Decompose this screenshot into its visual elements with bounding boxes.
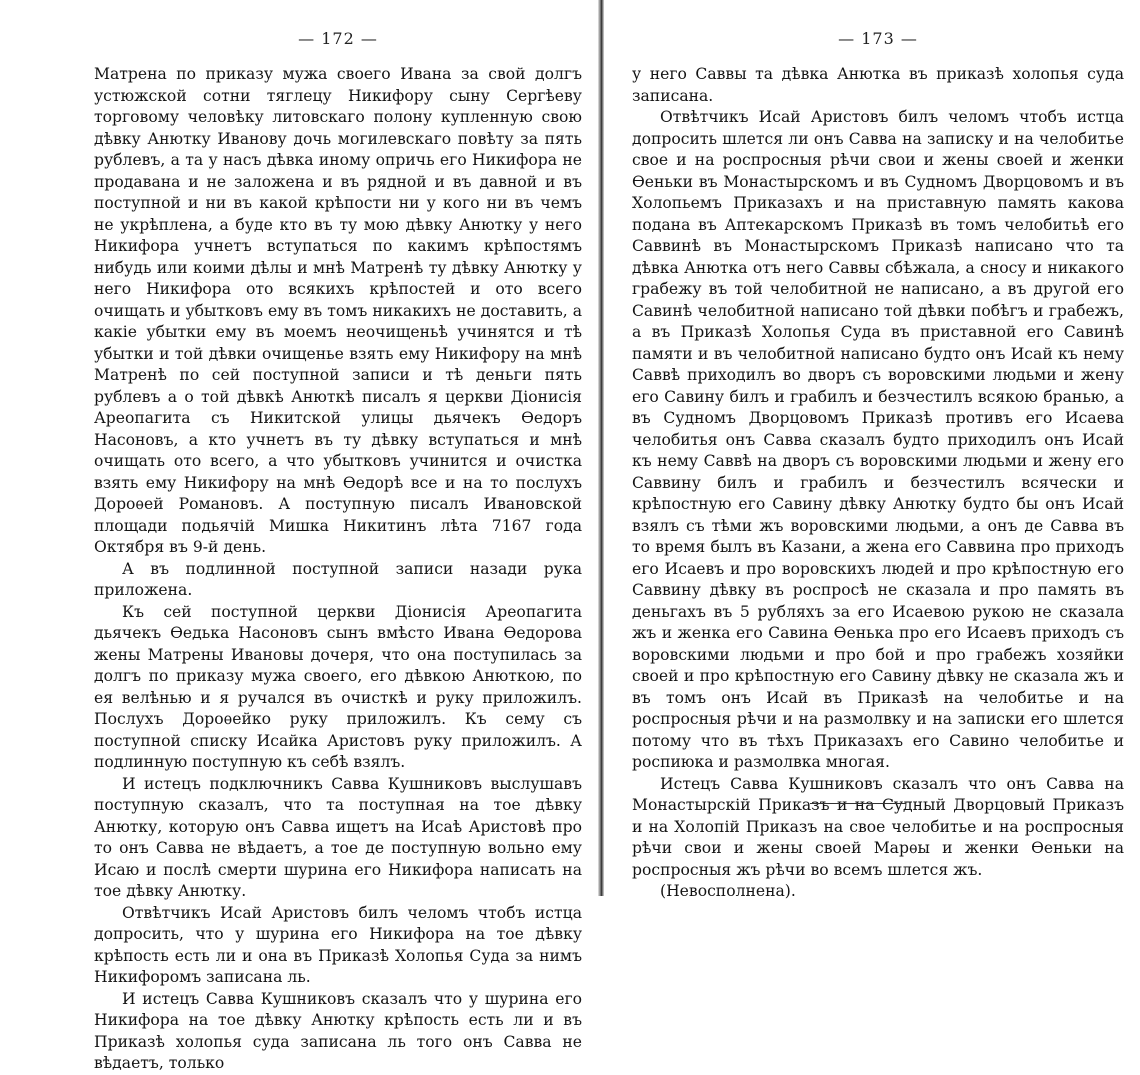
paragraph: (Невосполнена). (660, 882, 796, 900)
page-number: — 173 — (838, 29, 918, 48)
page-number: — 172 — (298, 29, 378, 48)
paragraph: Къ сей поступной церкви Діонисія Ареопагита дьячекъ Ѳедька Насоновъ сынъ вмѣсто Ивана Ѳедорова жены Матрены Ивановы дочеря, что она поступилась за долгъ по приказу мужа своего, его дѣвкою Анюткою, по ея велѣнью и я ручался въ очисткѣ и руку приложилъ. Послухъ Дороѳейко руку приложилъ. Къ сему съ поступной списку Исайка Аристовъ руку приложилъ. А подлинную поступную къ себѣ взялъ. (94, 602, 582, 771)
paragraph: Матрена по приказу мужа своего Ивана за свой долгъ устюжской сотни тяглецу Никифору сыну Сергѣеву торговому человѣку литовскаго полону купленную свою дѣвку Анютку Иванову дочь могилевскаго повѣту за пять рублевъ, а та у насъ дѣвка иному опричь его Никифора не продавана и не заложена и въ рядной и въ давной и въ поступной и ни въ какой крѣпости ни у кого ни въ чемъ не укрѣплена, а буде кто въ ту мою дѣвку Анютку у него Никифора учнетъ вступаться по какимъ крѣпостямъ нибудь или коими дѣлы и мнѣ Матренѣ ту дѣвку Анютку у него Никифора ото всякихъ крѣпостей и ото всего очищать и убытковъ ему въ томъ никакихъ не доставить, а какіе убытки ему въ моемъ неочищеньѣ учинятся и тѣ убытки и той дѣвки очищенье взять ему Никифору на мнѣ Матренѣ по сей поступной записи и тѣ деньги пять рублевъ а о той дѣвкѣ Анюткѣ писалъ я церкви Діонисія Ареопагита съ Никитской улицы дьячекъ Ѳедоръ Насоновъ, а кто учнетъ въ ту дѣвку вступаться и мнѣ очищать ото всего, а что убытковъ учинится и очистка взять ему Никифору на мнѣ Ѳедорѣ все и на то послухъ Дороѳей Романовъ. А поступную писалъ Ивановской площади подьячій Мишка Никитинъ лѣта 7167 года Октября въ 9-й день. (94, 65, 582, 556)
paragraph: у него Саввы та дѣвка Анютка въ приказѣ холопья суда записана. (632, 65, 1124, 105)
page-text (94, 64, 582, 1075)
paragraph: И истецъ Савва Кушниковъ сказалъ что у шурина его Никифора на тое дѣвку Анютку крѣпость есть ли и въ Приказѣ холопья суда записана ль того онъ Савва не вѣдаетъ, только (94, 989, 582, 1072)
page-text (632, 64, 1124, 903)
paragraph: Истецъ Савва Кушниковъ сказалъ что онъ Савва на Монастырскій Приказъ и на Судный Дворцовый Приказъ и на Холопій Приказъ на свое челобитье и на роспросныя рѣчи свои и жены своей Марѳы и женки Ѳеньки на роспросныя жъ рѣчи во всемъ шлется жъ. (632, 774, 1124, 879)
right-page (610, 0, 1140, 900)
paragraph: А въ подлинной поступной записи назади рука приложена. (94, 559, 582, 599)
book-gutter (598, 0, 604, 896)
paragraph: Отвѣтчикъ Исай Аристовъ билъ челомъ чтобъ истца допросить шлется ли онъ Савва на записку и на челобитье свое и на роспросныя рѣчи свои и жены своей и женки Ѳеньки въ Монастырскомъ и въ Судномъ Дворцовомъ и въ Холопьемъ Приказахъ и на приставную память какова подана въ Аптекарскомъ Приказѣ въ томъ челобитьѣ его Саввинѣ въ Монастырскомъ Приказѣ написано что та дѣвка Анютка отъ него Саввы сбѣжала, а сносу и никакого грабежу въ той челобитной не написано, а въ другой его Савинѣ челобитной написано той дѣвки побѣгъ и грабежъ, а въ Приказѣ Холопья Суда въ приставной его Савинѣ памяти и въ челобитной написано будто онъ Исай къ нему Саввѣ приходилъ во дворъ съ воровскими людьми и жену его Савину билъ и грабилъ и безчестилъ всякою бранью, а въ Судномъ Дворцовомъ Приказѣ противъ его Исаева челобитья онъ Савва сказалъ будто приходилъ онъ Исай къ нему Саввѣ на дворъ съ воровскими людьми и жену его Саввину билъ и грабилъ и безчестилъ всячески и крѣпостную его Савину дѣвку Анютку будто бы онъ Исай взялъ съ тѣми жъ воровскими людьми, а онъ де Савва въ то время былъ въ Казани, а жена его Саввина про приходъ его Исаевъ и про воровскихъ людей и про крѣпостную его Саввину дѣвку въ роспросѣ не сказала и про память въ деньгахъ въ 5 рубляхъ за его Исаевою рукою не сказала жъ и женка его Савина Ѳенька про его Исаевъ приходъ съ воровскими людьми и про бой и про грабежъ хозяйки своей и про крѣпостную его Савину дѣвку не сказала жъ и въ томъ онъ Исай въ Приказѣ на челобитье и на роспросныя рѣчи и на размолвку и на записки его шлется потому что въ тѣхъ Приказахъ его Савино челобитье и роспиюка и размолвка многая. (632, 108, 1124, 771)
paragraph: И истецъ подключникъ Савва Кушниковъ выслушавъ поступную сказалъ, что та поступная на тое дѣвку Анютку, которую онъ Савва ищетъ на Исаѣ Аристовѣ про то онъ Савва не вѣдаетъ, а тое де поступную вольно ему Исаю и послѣ смерти шурина его Никифора написать на тое дѣвку Анютку. (94, 774, 582, 900)
closing-rule (810, 803, 906, 804)
paragraph: Отвѣтчикъ Исай Аристовъ билъ челомъ чтобъ истца допросить, что у шурина его Никифора на тое дѣвку крѣпость есть ли и она въ Приказѣ Холопья Суда за нимъ Никифоромъ записана ль. (94, 903, 582, 986)
